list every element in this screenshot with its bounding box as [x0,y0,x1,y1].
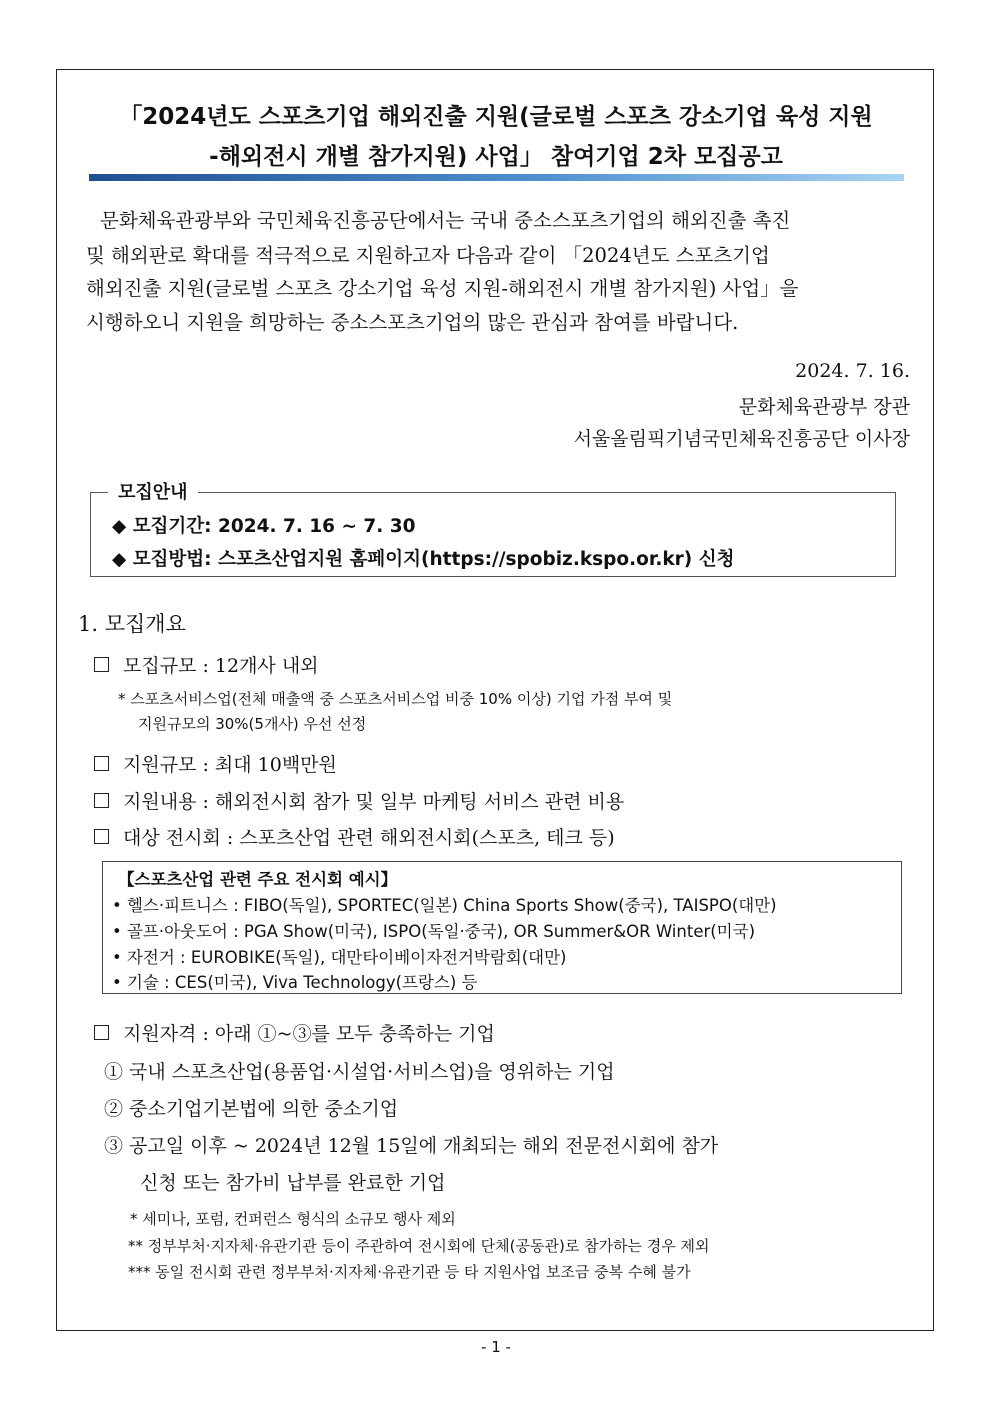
scale-note-1: * 스포츠서비스업(전체 매출액 중 스포츠서비스업 비중 10% 이상) 기업 가점 부여 및 [118,690,673,708]
checkbox-icon [94,793,109,808]
recruit-period-text: 모집기간: 2024. 7. 16 ~ 7. 30 [132,516,416,537]
title-underline-bar [89,174,904,181]
checkbox-icon [94,756,109,771]
criterion-3-continued: 신청 또는 참가비 납부를 완료한 기업 [140,1172,446,1194]
item-text: 지원자격 : 아래 ①~③를 모두 충족하는 기업 [123,1023,495,1045]
intro-line-3: 해외진출 지원(글로벌 스포츠 강소기업 육성 지원-해외전시 개별 참가지원) 사업」을 [86,277,799,300]
diamond-bullet-icon: ◆ [112,516,127,537]
intro-line-1: 문화체육관광부와 국민체육진흥공단에서는 국내 중소스포츠기업의 해외진출 촉진 [100,209,791,232]
criterion-1: ① 국내 스포츠산업(용품업·시설업·서비스업)을 영위하는 기업 [104,1061,615,1083]
examples-heading: 【스포츠산업 관련 주요 전시회 예시】 [118,870,398,889]
item-target-exhibition [94,823,615,850]
item-text: 지원규모 : 최대 10백만원 [123,754,337,776]
item-text: 지원내용 : 해외전시회 참가 및 일부 마케팅 서비스 관련 비용 [123,791,625,813]
recruit-method [112,545,734,571]
recruit-method-text: 모집방법: 스포츠산업지원 홈페이지(https://spobiz.kspo.or.kr) 신청 [132,549,735,570]
item-eligibility [94,1019,495,1046]
footnote-2: ** 정부부처·지자체·유관기관 등이 주관하여 전시회에 단체(공동관)로 참가하는 경우 제외 [128,1237,710,1255]
recruit-period [112,512,416,538]
intro-line-4: 시행하오니 지원을 희망하는 중소스포츠기업의 많은 관심과 참여를 바랍니다. [86,311,739,334]
intro-line-2: 및 해외판로 확대를 적극적으로 지원하고자 다음과 같이 「2024년도 스포츠기업 [86,244,770,267]
item-recruit-scale [94,651,319,678]
announcement-date: 2024. 7. 16. [795,360,910,382]
criterion-3: ③ 공고일 이후 ~ 2024년 12월 15일에 개최되는 해외 전문전시회에 참가 [104,1135,719,1157]
diamond-bullet-icon: ◆ [112,549,127,570]
checkbox-icon [94,657,109,672]
issuer-ministry: 문화체육관광부 장관 [738,396,910,418]
section-heading: 1. 모집개요 [78,612,186,636]
title-line-1: 「2024년도 스포츠기업 해외진출 지원(글로벌 스포츠 강소기업 육성 지원 [119,104,873,130]
recruit-box-title: 모집안내 [108,478,198,504]
checkbox-icon [94,1025,109,1040]
title-line-2: -해외전시 개별 참가지원) 사업」 참여기업 2차 모집공고 [209,144,783,170]
issuer-kspo: 서울올림픽기념국민체육진흥공단 이사장 [573,428,910,450]
example-item: • 자전거 : EUROBIKE(독일), 대만타이베이자전거박람회(대만) [112,948,567,967]
example-item: • 기술 : CES(미국), Viva Technology(프랑스) 등 [112,973,478,992]
checkbox-icon [94,829,109,844]
item-text: 대상 전시회 : 스포츠산업 관련 해외전시회(스포츠, 테크 등) [123,827,615,849]
footnote-1: * 세미나, 포럼, 컨퍼런스 형식의 소규모 행사 제외 [130,1210,456,1228]
item-text: 모집규모 : 12개사 내외 [123,655,319,677]
page-number: - 1 - [481,1338,511,1356]
item-support-amount [94,750,337,777]
item-support-content [94,787,624,814]
criterion-2: ② 중소기업기본법에 의한 중소기업 [104,1098,399,1120]
example-item: • 헬스·피트니스 : FIBO(독일), SPORTEC(일본) China Sports Show(중국), TAISPO(대만) [112,896,777,915]
example-item: • 골프·아웃도어 : PGA Show(미국), ISPO(독일·중국), OR Summer&OR Winter(미국) [112,922,756,941]
scale-note-2: 지원규모의 30%(5개사) 우선 선정 [138,715,367,733]
footnote-3: *** 동일 전시회 관련 정부부처·지자체·유관기관 등 타 지원사업 보조금 중복 수혜 불가 [128,1263,691,1281]
